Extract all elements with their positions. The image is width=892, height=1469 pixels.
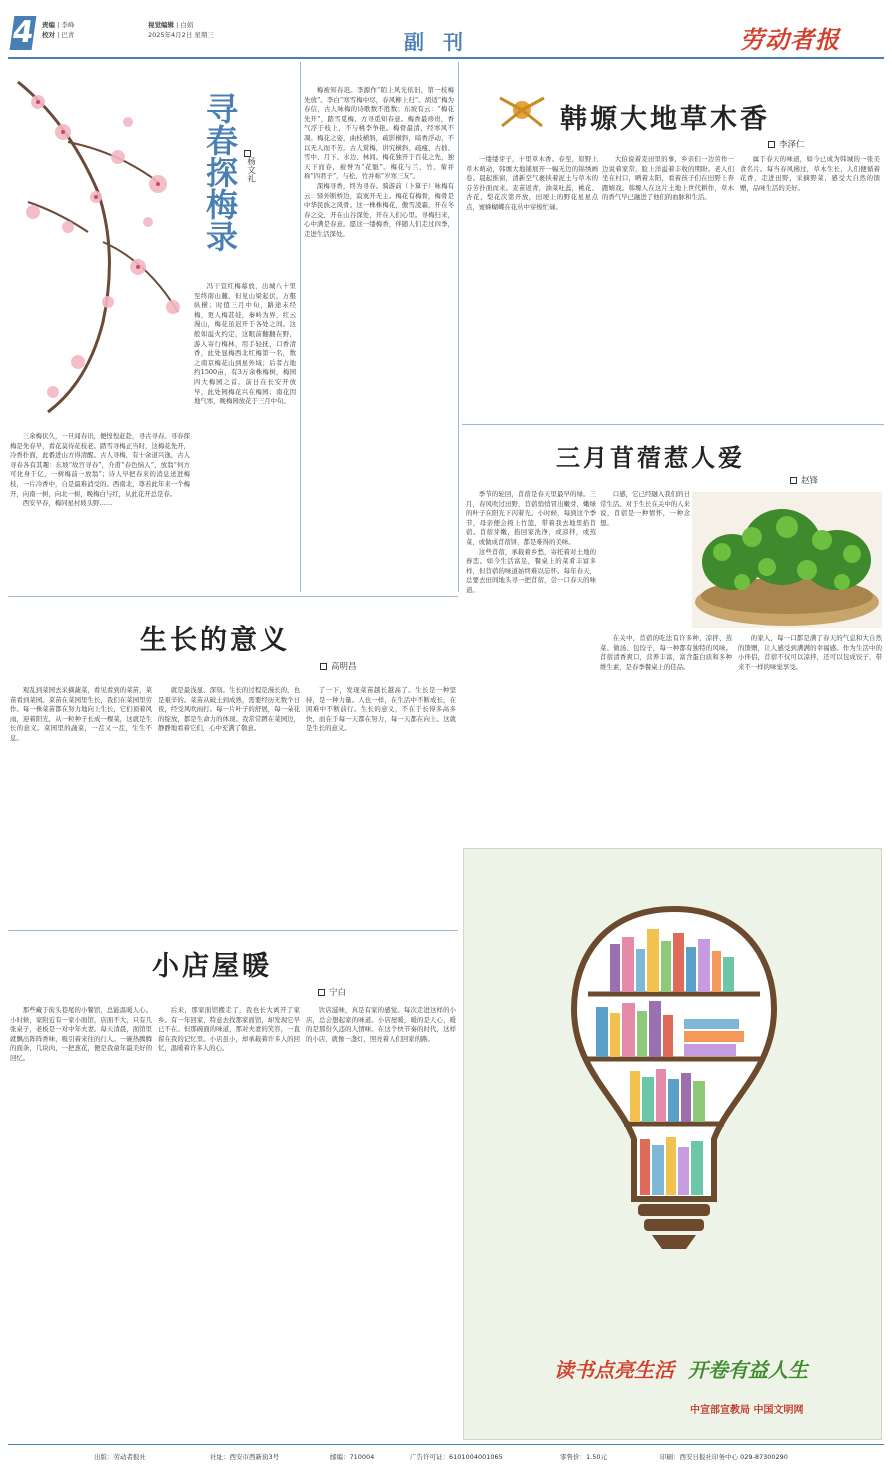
shop-article-title: 小店屋暖 — [152, 951, 272, 982]
lightbulb-bookshelf-illustration — [564, 899, 784, 1339]
footer-rule — [8, 1444, 884, 1445]
section-divider — [462, 424, 884, 425]
plum-body-left: 三余梅伏久，一旦闻春讯，便惶惶赶赴，寻古寻春。寻春探梅是先春早，看花莫待花枝老。踏雪寻梅正当时，这梅花先开，冷香扑面，此番进山方得清醒。古人寻梅，有十余道兴逸，古人寻春各有其趣：东坡“故宫寻春”，介甫“春色恼人”，放翁“何方可化身千亿，一树梅前一放翁”；诗人早把春来的消息送进梅枝，一片冷香中，自是最难消受的。西南北，尊若此年来一个梅开，向南一树，向北一树，晚梅白与红，从此花开总是春。 西安早春，梅同星村坡头野…… — [10, 432, 190, 508]
muxu-body-3: 口感，它已经融入我们的日常生活。对于生长在关中的人来说，苜蓿是一种情怀，一种念想。 — [600, 490, 690, 527]
growth-body-3: 了一下，发现菜苗越长越高了。生长是一种坚持，是一种力量。人也一样，在生活中不断成长，在困难中不断前行。生长的意义，不在于长得多高多快，而在于每一天都在努力，每一天都在向上。这就是生长的意义。 — [306, 686, 456, 733]
shop-body-1: 那些藏于街头巷尾的小餐馆，总能温暖人心。小时候，家附近有一家小面馆，店面不大，只有几张桌子，老板是一对中年夫妻。每天清晨，面馆里就飘出阵阵香味，吸引着来往的行人。一碗热腾腾的面条，几块肉，一把葱花，便是我童年最美好的回忆。 — [10, 1006, 152, 1062]
hanyuan-body-3: 属于春天的味道，如今已成为韩城的一张美食名片。每当春风拂过，草木生长，人们便循着花香，走进田野，采摘野菜，感受大自然的馈赠，品味生活的美好。 — [740, 155, 880, 192]
plum-blossom-illustration — [8, 62, 193, 422]
ad-issuer: 中宣部宣教局 中国文明网 — [690, 1405, 804, 1416]
growth-body-1: 观乱到菜园去采摘蔬菜，看见看到的菜苗，菜苗看到菜园。菜苗在菜园里生长，我们在菜园里劳作。每一株菜苗都在努力地向上生长，它们顶着风雨，迎着阳光，从一粒种子长成一棵菜，这就是生长的意义。菜园里的蔬菜，一茬又一茬，生生不息。 — [10, 686, 152, 742]
growth-article-author: 高明昌 — [320, 660, 357, 672]
plum-article-author: 杨文礼 — [244, 150, 257, 183]
header-rule — [8, 57, 884, 59]
hanyuan-article-title: 韩塬大地草木香 — [560, 104, 770, 135]
hanyuan-body-2: 大伯说着麦田里的事，乡亲们一边劳作一边说着家常，脸上洋溢着丰收的期盼。老人们坐在村口，晒着太阳，看着孩子们在田野上奔跑嬉戏。韩塬人在这片土地上世代耕作，草木的香气早已融进了他们的血脉和生活。 — [602, 155, 734, 202]
growth-article-title: 生长的意义 — [140, 625, 290, 656]
section-divider — [8, 596, 458, 597]
ad-slogan-b: 开卷有益人生 — [688, 1358, 808, 1382]
hanyuan-body-1: 一缕缕芽子，十里草木香。春至，原野上草木萌动，韩塬大地铺展开一幅无边的锦绣画卷。晨起推窗，清新空气裹挟着泥土与草木的芬芳扑面而来。麦苗返青，油菜吐蕊，桃花、杏花、梨花次第开放，田埂上的野花星星点点，蜜蜂蝴蝶在花丛中穿梭忙碌。 — [466, 155, 598, 211]
footer: 出版：劳动者报社 社址：西安市西新街3号 邮编：710004 广告许可证：6101004001065 零售价：1.50元 印刷：西安日报社印务中心 029-87300290 — [94, 1453, 788, 1461]
growth-body-2: 就是最浅显、深刻。生长的过程是漫长的，也是艰辛的。菜苗从破土到成熟，需要经历无数个日夜，经受风吹雨打。每一片叶子的舒展，每一朵花的绽放，都是生命力的体现。我常常蹲在菜园边，静静地看着它们，心中充满了敬意。 — [158, 686, 300, 733]
page-number: 4 — [10, 15, 36, 50]
section-divider — [8, 930, 458, 931]
plum-article-title: 寻春探梅录 — [201, 92, 239, 252]
reading-campaign-ad — [463, 848, 882, 1440]
hanyuan-article-author: 李泽仁 — [768, 138, 805, 150]
muxu-body-4: 在关中，苜蓿的吃法有许多种，凉拌、蒸菜、做汤、包饺子，每一种都有独特的风味。苜蓿清香爽口，营养丰富，富含蛋白质和多种维生素，是春季餐桌上的佳品。 — [600, 634, 732, 671]
visual-editor-info: 视觉编辑 | 白娟 2025年4月2日 星期三 — [148, 21, 214, 39]
shop-body-2: 后来，那家面馆搬走了，我也长大离开了家乡。有一年回家，特意去找那家面馆，却发现它早已不在。但那碗面的味道，那对夫妻的笑容，一直留在我的记忆里。小店虽小，却承载着许多人的回忆，温暖着许多人的心。 — [158, 1006, 300, 1053]
alfalfa-bowl-photo — [692, 492, 882, 628]
section-title: 副 刊 — [404, 30, 469, 54]
ad-slogan-a: 读书点亮生活 — [554, 1358, 674, 1382]
muxu-article-author: 赵锋 — [790, 474, 818, 486]
muxu-body-1: 季节的轮回，苜蓿是春天里最早的绿。三月，春风吹过田野，苜蓿悄悄冒出嫩芽，嫩绿的叶子在阳光下闪着光。小时候，每到这个季节，母亲便会挎上竹篮，带着我去地里掐苜蓿。苜蓿芽嫩，掐回家洗净，或凉拌，或蒸菜，或做成苜蓿饼，都是难得的美味。 这些苜蓿，承载着乡愁，寄托着对土地的眷恋。如今生活富足，餐桌上的菜肴丰富多样，但苜蓿的味道始终难以忘怀。每年春天，总要去田间地头寻一把苜蓿，尝一口春天的味道。 — [466, 490, 596, 594]
column-divider — [300, 62, 301, 592]
plum-intro-text: 冯干宣红梅幕放，出城八十里至终南山麓，但见山梁起伏，万壑纵横；时值三月中旬，路途未经梅，更人梅甚娃，秦岭为界，红云漫山，梅花虽迟开于各处之间。这般如溢火约定，这眼前翻翻在野，游人寄行梅林，用手轻抚，口香清香，此处显梅西北红梅第一名，数之南京梅花山到星外域；后者占地约1500亩，有3万余株梅树，梅园四大梅园之首。前日在长安开放早，此处园梅花兴在梅园；南花因地气寒，晚梅园放花于三月中旬。 — [194, 282, 296, 406]
newspaper-brand: 劳动者报 — [740, 25, 840, 54]
column-divider — [458, 62, 459, 592]
editor-info: 责编 | 李峰 校对 | 巴青 — [42, 21, 75, 39]
muxu-body-5: 的家人，每一口都是满了春天的气息和大自然的馈赠，让人感受到满满的幸福感。作为生活中的小伴侣，苜蓿不仅可以凉拌，还可以包成饺子，带来不一样的味觉享受。 — [738, 634, 882, 671]
flower-ornament-icon — [492, 88, 552, 136]
plum-body-right: 梅被知春迟。李源作“陌上风光依旧，第一枝梅先放”。李白“寒雪梅中尽，春风柳上归”。胡适“梅为春信，古人咏梅的诗歌数不胜数；东坡有云：“梅花先开”，踏雪觅梅，方寻觅知春意。梅香最珍贵，香气浮于枝上，不与桃李争艳。梅骨最清，经寒风不凋。梅花之姿，曲枝横斜，疏影横斜，暗香浮动，不以无人而不芳。古人赏梅，讲究横斜、疏瘦、古拙、雪中、月下、水边、林间。梅花独开于百花之先，独天下而春，被誉为“花魁”。梅花与兰、竹、菊并称“四君子”，与松、竹并称“岁寒三友”。 深梅寻香，终为寻春。骑游前（卜算子）咏梅有云：驿外断桥边，寂寞开无主。梅花有梅骨，梅骨是中华民族之风骨。这一株株梅花，傲雪凌霜，开在冬春之交，开在山谷深处，开在人们心里。寻梅归来，心中满是春意。愿这一缕梅香，伴随人们走过四季，走进生活深处。 — [304, 86, 454, 238]
shop-body-3: 饮店滋味，真是有家的感觉。每次走进这样的小店，总会想起家的味道。小店屋暖，暖的是人心，暖的是那份久违的人情味。在这个快节奏的时代，这样的小店，就像一盏灯，照亮着人们回家的路。 — [306, 1006, 456, 1043]
muxu-article-title: 三月苜蓿惹人爱 — [556, 443, 745, 472]
shop-article-author: 宁白 — [318, 986, 346, 998]
